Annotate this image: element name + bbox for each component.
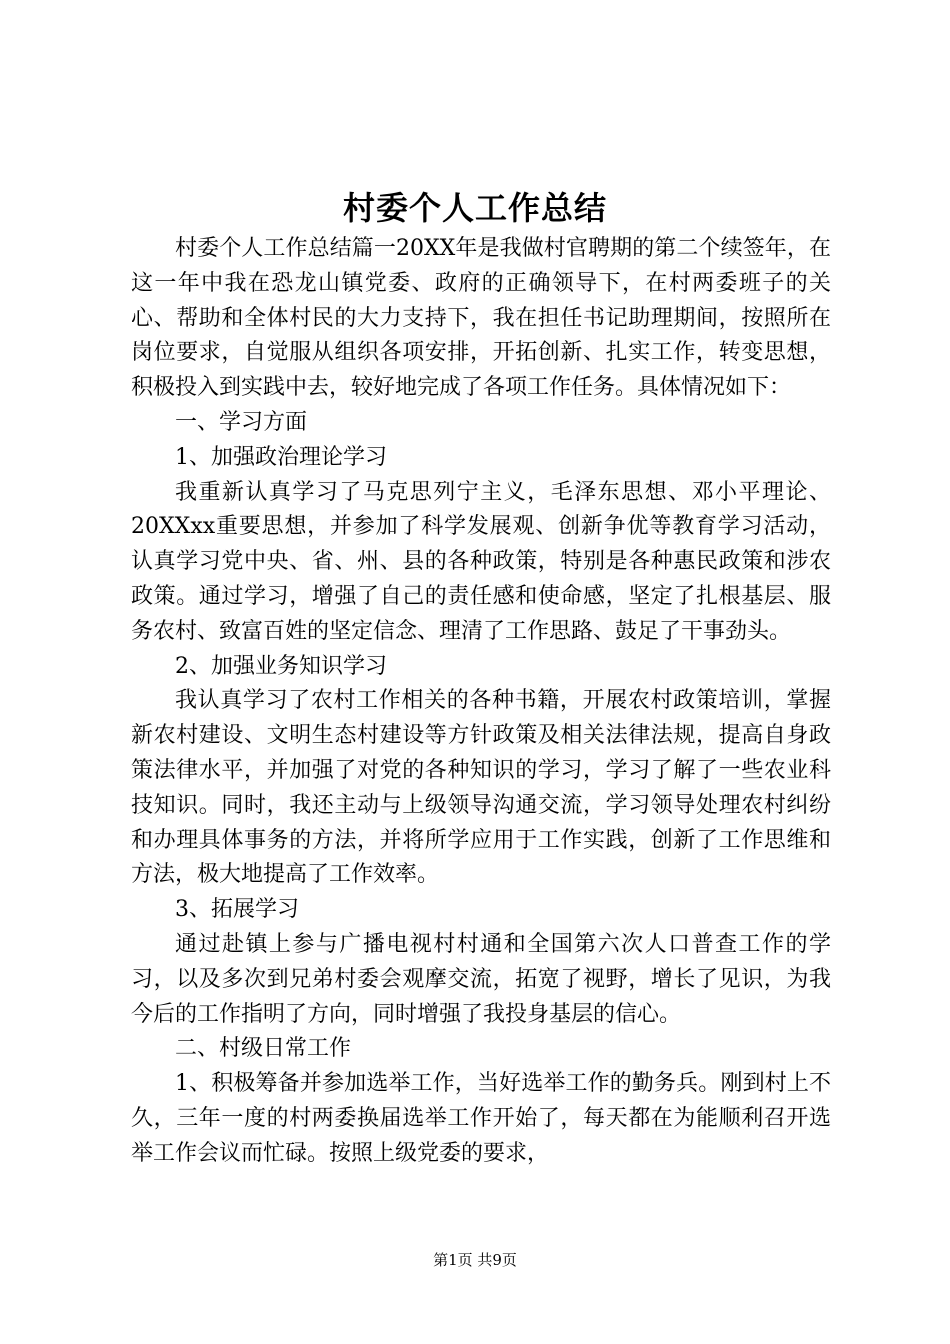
subheading-political-theory: 1、加强政治理论学习	[175, 444, 387, 470]
paragraph-political-theory: 我重新认真学习了马克思列宁主义，毛泽东思想、邓小平理论、20XXxx重要思想，并参加了科学发展观、创新争优等教育学习活动，认真学习党中央、省、州、县的各种政策，特别是各种惠民政策和涉农政策。通过学习，增强了自己的责任感和使命感，坚定了扎根基层、服务农村、致富百姓的坚定信念、理清了工作思路、鼓足了干事劲头。	[131, 479, 831, 644]
paragraph-expand-study: 通过赴镇上参与广播电视村村通和全国第六次人口普查工作的学习，以及多次到兄弟村委会观摩交流，拓宽了视野，增长了见识，为我今后的工作指明了方向，同时增强了我投身基层的信心。	[131, 931, 831, 1027]
intro-paragraph: 村委个人工作总结篇一20XX年是我做村官聘期的第二个续签年，在这一年中我在恐龙山镇党委、政府的正确领导下，在村两委班子的关心、帮助和全体村民的大力支持下，我在担任书记助理期间，按照所在岗位要求，自觉服从组织各项安排，开拓创新、扎实工作，转变思想，积极投入到实践中去，较好地完成了各项工作任务。具体情况如下：	[131, 236, 831, 401]
paragraph-business-knowledge: 我认真学习了农村工作相关的各种书籍，开展农村政策培训，掌握新农村建设、文明生态村建设等方针政策及相关法律法规，提高自身政策法律水平，并加强了对党的各种知识的学习，学习了解了一些农业科技知识。同时，我还主动与上级领导沟通交流，学习领导处理农村纠纷和办理具体事务的方法，并将所学应用于工作实践，创新了工作思维和方法，极大地提高了工作效率。	[131, 688, 831, 888]
section-heading-study: 一、学习方面	[175, 409, 308, 435]
page-footer: 第1页 共9页	[433, 1251, 517, 1269]
subheading-expand-study: 3、拓展学习	[175, 897, 299, 923]
document-title: 村委个人工作总结	[342, 189, 607, 227]
section-heading-daily-work: 二、村级日常工作	[175, 1036, 352, 1062]
subheading-business-knowledge: 2、加强业务知识学习	[175, 653, 387, 679]
document-body	[131, 232, 831, 1172]
paragraph-election-work: 1、积极筹备并参加选举工作，当好选举工作的勤务兵。刚到村上不久，三年一度的村两委换届选举工作开始了，每天都在为能顺利召开选举工作会议而忙碌。按照上级党委的要求，	[131, 1071, 831, 1166]
